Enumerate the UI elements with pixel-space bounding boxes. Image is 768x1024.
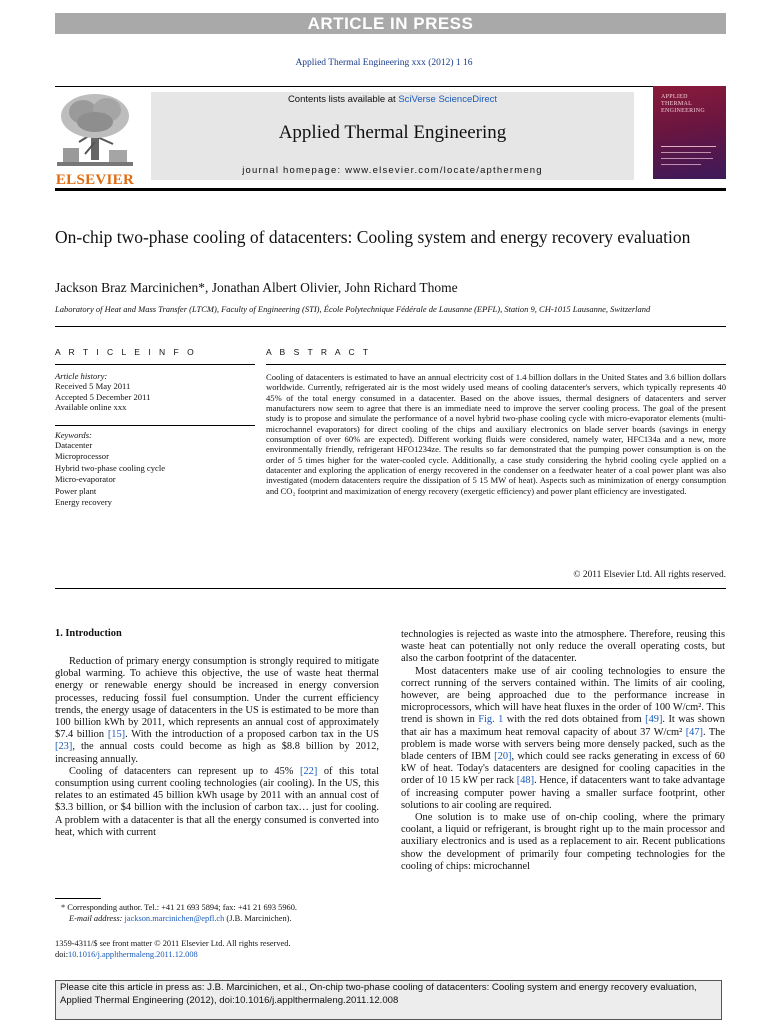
contents-line bbox=[151, 94, 634, 105]
reference-link[interactable]: [48] bbox=[516, 775, 535, 787]
paragraph: Reduction of primary energy consumption is strongly required to mitigate global warming. To achieve this objective, the use of waste heat thermal energy or renewable energy should be increased in energy conversion processes, reducing fossil fuel consumption. Under the current efficiency trends, the energy usage of datacenters in the US is estimated to be more than 100 billion kWh by 2011, which represents an annual cost of approximately $7.4 billion [15]. With the introduction of a proposed carbon tax in the US [23], the annual costs could become as high as $8.8 billion by 2012, increasing annually. bbox=[55, 656, 379, 765]
journal-title-box bbox=[151, 92, 634, 180]
keyword: Power plant bbox=[55, 485, 97, 496]
affiliation: Laboratory of Heat and Mass Transfer (LTCM), Faculty of Engineering (STI), École Polytechnique Fédérale de Lausanne (EPFL), Station 9, CH-1015 Lausanne, Switzerland bbox=[55, 304, 651, 314]
keywords-list: Keywords: Datacenter Microprocessor Hybrid two-phase cooling cycle Micro-evaporator Power plant Energy recovery bbox=[55, 430, 166, 508]
keyword: Hybrid two-phase cooling cycle bbox=[55, 462, 166, 473]
doi-link[interactable]: 10.1016/j.applthermaleng.2011.12.008 bbox=[68, 950, 198, 959]
body-column-left bbox=[55, 656, 379, 839]
divider bbox=[55, 588, 726, 589]
elsevier-logo[interactable] bbox=[55, 92, 135, 188]
journal-header bbox=[55, 82, 726, 191]
footnote-rule bbox=[55, 898, 101, 899]
copyright-notice: © 2011 Elsevier Ltd. All rights reserved. bbox=[573, 570, 726, 580]
paragraph: Cooling of datacenters can represent up to 45% [22] of this total consumption using current cooling technologies (air cooling). In the US, this relates to an estimated 45 billion kWh usage by 2011 with an annual cost of $3.3 billion, or $4 billion with the inclusion of carbon tax… just for cooling. A problem with a datacenter is that all the energy consumed is converted into heat, which with current bbox=[55, 765, 379, 838]
abstract-heading: A B S T R A C T bbox=[266, 347, 372, 357]
article-title: On-chip two-phase cooling of datacenters: Cooling system and energy recovery evaluation bbox=[55, 227, 691, 247]
header-top-rule bbox=[55, 86, 726, 87]
reference-link[interactable]: [47] bbox=[685, 726, 703, 738]
reference-link[interactable]: [49] bbox=[645, 714, 663, 726]
contents-prefix: Contents lists available at bbox=[287, 94, 399, 105]
keyword: Energy recovery bbox=[55, 497, 112, 508]
paragraph: One solution is to make use of on-chip cooling, where the primary coolant, a liquid or refrigerant, is brought right up to the main processor and auxiliary electronics and is used as a replacement to air. Recent publications show the development of primarily four competing technologies for the cooling of chips: microchannel bbox=[401, 812, 725, 872]
cite-this-article-box: Please cite this article in press as: J.B. Marcinichen, et al., On-chip two-phase cooling of datacenters: Cooling system and energy recovery evaluation, Applied Thermal Engineering (2012), doi:10.1016/j.applthermaleng.2011.12.008 bbox=[55, 980, 722, 1020]
sciencedirect-link[interactable]: SciVerse ScienceDirect bbox=[398, 94, 498, 105]
article-history: Article history: Received 5 May 2011 Accepted 5 December 2011 Available online xxx bbox=[55, 371, 151, 413]
figure-link[interactable]: Fig. 1 bbox=[478, 714, 504, 726]
tree-icon bbox=[57, 92, 133, 166]
journal-name: Applied Thermal Engineering bbox=[278, 122, 507, 143]
keyword: Datacenter bbox=[55, 440, 93, 450]
divider bbox=[55, 364, 255, 365]
email-link[interactable]: jackson.marcinichen@epfl.ch bbox=[124, 914, 225, 923]
elsevier-wordmark: ELSEVIER bbox=[55, 172, 135, 188]
divider bbox=[55, 326, 726, 327]
article-info-heading: A R T I C L E I N F O bbox=[55, 347, 197, 357]
reference-link[interactable]: [23] bbox=[55, 741, 73, 753]
author-list: Jackson Braz Marcinichen*, Jonathan Albert Olivier, John Richard Thome bbox=[55, 280, 458, 295]
footnote: * Corresponding author. Tel.: +41 21 693 5894; fax: +41 21 693 5960. E-mail address: jackson.marcinichen@epfl.ch (J.B. Marcinichen). bbox=[61, 903, 297, 923]
journal-citation-link[interactable]: Applied Thermal Engineering xxx (2012) 1 16 bbox=[295, 58, 473, 68]
journal-cover-thumbnail[interactable] bbox=[653, 86, 726, 179]
reference-link[interactable]: [22] bbox=[299, 765, 318, 777]
divider bbox=[55, 425, 255, 426]
journal-homepage-link[interactable]: journal homepage: www.elsevier.com/locate/apthermeng bbox=[242, 165, 543, 176]
keyword: Micro-evaporator bbox=[55, 474, 116, 485]
keyword: Microprocessor bbox=[55, 451, 109, 462]
body-column-right bbox=[401, 629, 725, 873]
reference-link[interactable]: [20] bbox=[494, 751, 512, 763]
issn-doi: 1359-4311/$ see front matter © 2011 Elsevier Ltd. All rights reserved. doi:10.1016/j.applthermaleng.2011.12.008 bbox=[55, 939, 291, 959]
article-in-press-banner: ARTICLE IN PRESS bbox=[55, 13, 726, 34]
paragraph: technologies is rejected as waste into the atmosphere. Therefore, reusing this waste heat can potentially not only reduce the overall operating costs, but also the carbon footprint of the datacenter. bbox=[401, 629, 725, 665]
reference-link[interactable]: [15] bbox=[107, 729, 126, 741]
divider bbox=[266, 364, 726, 365]
section-heading-introduction: 1. Introduction bbox=[55, 628, 122, 639]
paragraph: Most datacenters make use of air cooling technologies to ensure the correct running of the servers contained within. The limits of air cooling, however, are being approached due to the performance increase in microprocessors, which will have heat fluxes in the order of 100 W/cm². This trend is shown in Fig. 1 with the red dots obtained from [49]. It was shown that air has a maximum heat removal capacity of about 37 W/cm² [47]. The problem is made worse with servers being more densely packed, such as the blade centers of IBM [20], which could see racks generating in excess of 60 kW of heat. Today's datacenters are designed for cooling capacities in the order of 10 15 kW per rack [48]. Hence, if datacenters want to take advantage of increasing computer power having a smaller surface footprint, other solutions to air cooling are required. bbox=[401, 665, 725, 811]
abstract-text: Cooling of datacenters is estimated to have an annual electricity cost of 1.4 billion dollars in the United States and 3.6 billion dollars worldwide. Currently, refrigerated air is the most widely used means of cooling datacenter's servers, which typically represents 40 45% of the total energy consumed in a datacenter. Based on the above issues, thermal designers of datacenters and server manufacturers now seem to agree that there is an immediate need to improve the server cooling process. The goal of the present study is to propose and simulate the performance of a novel hybrid two-phase cooling cycle with micro-evaporator elements (multi-microchannel evaporators) for direct cooling of the chips and auxiliary electronics on blade server boards (savings in energy consumption of over 60% are expected). Different working fluids were considered, namely water, HFC134a and a new, more environmentally friendly, refrigerant HFO1234ze. The results so far demonstrated that the pumping power consumption is on the order of 5 times higher for the water-cooled cycle. Additionally, a case study considering the hybrid cooling cycle applied on a datacenter and exploring the application of energy recovered in the condenser on a feedwater heater of a coal power plant was also investigated (modern datacenters require the dissipation of 5 15 MW of heat). Aspects such as minimization of energy consumption and CO₂ footprint and maximization of energy recovery (exergetic efficiency) and power plant efficiency are investigated. bbox=[266, 372, 726, 496]
cover-title: APPLIED THERMAL ENGINEERING bbox=[661, 94, 705, 114]
